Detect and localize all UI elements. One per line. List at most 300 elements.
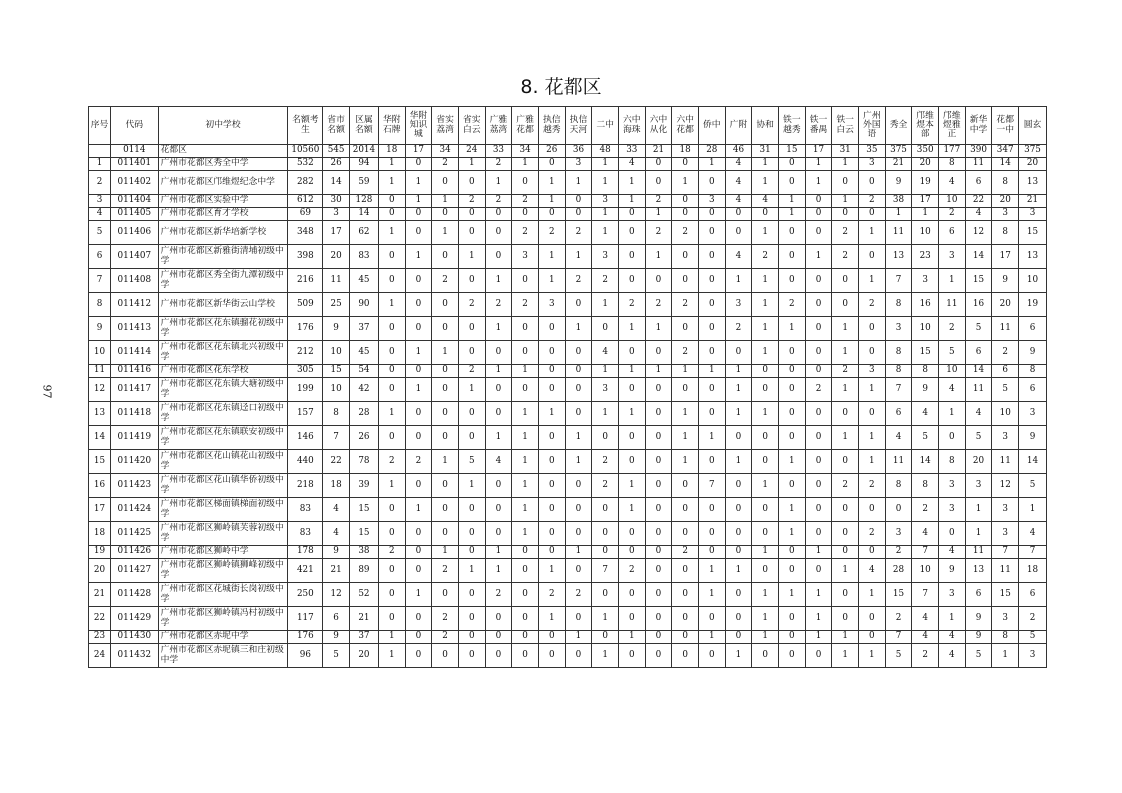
cell-c18: 0 <box>752 450 779 474</box>
cell-c5: 0 <box>405 474 432 498</box>
cell-c16: 0 <box>698 522 725 546</box>
cell-c4: 1 <box>378 293 405 317</box>
cell-c7: 0 <box>458 644 485 668</box>
cell-c13: 4 <box>618 158 645 171</box>
cell-c5: 0 <box>405 293 432 317</box>
cell-c24: 4 <box>912 402 939 426</box>
row-code: 011430 <box>111 631 159 644</box>
cell-c17: 0 <box>725 583 752 607</box>
cell-c28: 8 <box>1019 365 1047 378</box>
cell-c2: 9 <box>323 546 350 559</box>
cell-c5: 0 <box>405 221 432 245</box>
cell-c3: 26 <box>349 426 378 450</box>
cell-c20: 0 <box>805 269 832 293</box>
row-school: 广州市花都区新雅街清埔初级中学 <box>158 245 288 269</box>
cell-c16: 0 <box>698 402 725 426</box>
cell-c22: 2 <box>859 195 886 208</box>
table-row <box>89 378 1047 402</box>
cell-c19: 0 <box>778 402 805 426</box>
cell-c14: 1 <box>645 365 672 378</box>
cell-c27: 17 <box>992 245 1019 269</box>
cell-c19: 0 <box>778 607 805 631</box>
cell-c9: 3 <box>512 245 539 269</box>
cell-c5: 0 <box>405 607 432 631</box>
cell-c14: 0 <box>645 498 672 522</box>
cell-c10: 1 <box>538 245 565 269</box>
cell-c17: 4 <box>725 245 752 269</box>
cell-c2: 25 <box>323 293 350 317</box>
cell-c5: 0 <box>405 426 432 450</box>
cell-c23: 7 <box>885 378 912 402</box>
row-code: 011427 <box>111 559 159 583</box>
row-seq: 17 <box>89 498 111 522</box>
cell-c4: 0 <box>378 365 405 378</box>
cell-c9: 1 <box>512 450 539 474</box>
cell-c19: 1 <box>778 317 805 341</box>
cell-c8: 33 <box>485 145 512 158</box>
cell-c4: 1 <box>378 158 405 171</box>
cell-c21: 31 <box>832 145 859 158</box>
cell-c6: 0 <box>432 522 459 546</box>
cell-c12: 0 <box>592 426 619 450</box>
cell-c13: 1 <box>618 317 645 341</box>
cell-c17: 3 <box>725 293 752 317</box>
cell-c24: 4 <box>912 522 939 546</box>
table-row <box>89 365 1047 378</box>
cell-c12: 2 <box>592 450 619 474</box>
cell-c24: 4 <box>912 607 939 631</box>
cell-c8: 0 <box>485 341 512 365</box>
cell-c11: 2 <box>565 221 592 245</box>
cell-c6: 1 <box>432 195 459 208</box>
cell-c24: 2 <box>912 644 939 668</box>
cell-c27: 20 <box>992 293 1019 317</box>
cell-c19: 0 <box>778 474 805 498</box>
cell-c23: 9 <box>885 171 912 195</box>
cell-c25: 8 <box>939 450 966 474</box>
cell-c26: 6 <box>965 583 992 607</box>
cell-c27: 7 <box>992 546 1019 559</box>
cell-c6: 0 <box>432 293 459 317</box>
cell-c19: 0 <box>778 559 805 583</box>
cell-c22: 1 <box>859 221 886 245</box>
cell-c7: 0 <box>458 221 485 245</box>
cell-c23: 3 <box>885 317 912 341</box>
cell-c15: 0 <box>672 583 699 607</box>
cell-c11: 1 <box>565 631 592 644</box>
cell-c7: 2 <box>458 195 485 208</box>
cell-c7: 1 <box>458 559 485 583</box>
cell-c9: 1 <box>512 402 539 426</box>
cell-c8: 1 <box>485 546 512 559</box>
cell-c17: 1 <box>725 402 752 426</box>
cell-c15: 1 <box>672 171 699 195</box>
cell-c13: 0 <box>618 378 645 402</box>
cell-c10: 0 <box>538 450 565 474</box>
cell-c3: 37 <box>349 631 378 644</box>
row-code: 011406 <box>111 221 159 245</box>
cell-c10: 0 <box>538 317 565 341</box>
cell-c14: 2 <box>645 293 672 317</box>
cell-c18: 1 <box>752 583 779 607</box>
cell-c8: 0 <box>485 607 512 631</box>
cell-c5: 0 <box>405 208 432 221</box>
cell-c14: 0 <box>645 378 672 402</box>
cell-c20: 0 <box>805 208 832 221</box>
cell-c15: 2 <box>672 221 699 245</box>
cell-c24: 10 <box>912 559 939 583</box>
cell-c4: 0 <box>378 559 405 583</box>
cell-c14: 0 <box>645 269 672 293</box>
cell-c19: 0 <box>778 631 805 644</box>
cell-c4: 0 <box>378 317 405 341</box>
cell-c9: 1 <box>512 426 539 450</box>
cell-c25: 1 <box>939 269 966 293</box>
row-code: 011424 <box>111 498 159 522</box>
cell-c22: 3 <box>859 158 886 171</box>
cell-c26: 4 <box>965 402 992 426</box>
row-code: 011419 <box>111 426 159 450</box>
column-header-c15: 六中花都 <box>672 107 699 145</box>
cell-c10: 0 <box>538 498 565 522</box>
cell-c4: 1 <box>378 171 405 195</box>
table-row <box>89 426 1047 450</box>
cell-c4: 0 <box>378 498 405 522</box>
cell-c24: 17 <box>912 195 939 208</box>
cell-c27: 8 <box>992 631 1019 644</box>
cell-c13: 1 <box>618 498 645 522</box>
cell-c21: 0 <box>832 171 859 195</box>
cell-c19: 0 <box>778 245 805 269</box>
cell-c14: 0 <box>645 631 672 644</box>
cell-c23: 7 <box>885 269 912 293</box>
cell-c12: 48 <box>592 145 619 158</box>
cell-c16: 0 <box>698 450 725 474</box>
cell-c23: 8 <box>885 474 912 498</box>
cell-c10: 26 <box>538 145 565 158</box>
cell-c1: 83 <box>288 522 323 546</box>
column-header-seq: 序号 <box>89 107 111 145</box>
row-school: 广州市花都区花东镇北兴初级中学 <box>158 341 288 365</box>
cell-c1: 218 <box>288 474 323 498</box>
cell-c2: 22 <box>323 450 350 474</box>
row-code: 011417 <box>111 378 159 402</box>
cell-c10: 1 <box>538 607 565 631</box>
cell-c9: 0 <box>512 317 539 341</box>
cell-c20: 0 <box>805 293 832 317</box>
cell-c6: 2 <box>432 631 459 644</box>
cell-c11: 1 <box>565 426 592 450</box>
cell-c16: 0 <box>698 245 725 269</box>
cell-c1: 176 <box>288 317 323 341</box>
cell-c14: 21 <box>645 145 672 158</box>
cell-c22: 0 <box>859 498 886 522</box>
cell-c17: 1 <box>725 450 752 474</box>
cell-c26: 11 <box>965 158 992 171</box>
cell-c27: 12 <box>992 474 1019 498</box>
row-seq: 14 <box>89 426 111 450</box>
cell-c13: 33 <box>618 145 645 158</box>
cell-c2: 15 <box>323 365 350 378</box>
cell-c23: 21 <box>885 158 912 171</box>
column-header-c18: 协和 <box>752 107 779 145</box>
cell-c10: 0 <box>538 208 565 221</box>
cell-c2: 10 <box>323 378 350 402</box>
cell-c24: 8 <box>912 365 939 378</box>
cell-c1: 69 <box>288 208 323 221</box>
cell-c24: 14 <box>912 450 939 474</box>
cell-c20: 0 <box>805 450 832 474</box>
cell-c12: 7 <box>592 559 619 583</box>
cell-c22: 0 <box>859 341 886 365</box>
cell-c17: 1 <box>725 269 752 293</box>
cell-c25: 4 <box>939 171 966 195</box>
cell-c23: 15 <box>885 583 912 607</box>
cell-c3: 90 <box>349 293 378 317</box>
cell-c21: 1 <box>832 158 859 171</box>
table-header <box>89 107 1047 145</box>
row-seq: 1 <box>89 158 111 171</box>
cell-c12: 2 <box>592 474 619 498</box>
cell-c12: 1 <box>592 293 619 317</box>
cell-c28: 7 <box>1019 546 1047 559</box>
row-school: 广州市花都区花东镇骝花初级中学 <box>158 317 288 341</box>
cell-c2: 14 <box>323 171 350 195</box>
cell-c12: 0 <box>592 522 619 546</box>
cell-c19: 0 <box>778 426 805 450</box>
cell-c20: 1 <box>805 245 832 269</box>
cell-c5: 0 <box>405 158 432 171</box>
cell-c1: 199 <box>288 378 323 402</box>
cell-c21: 2 <box>832 245 859 269</box>
cell-c1: 157 <box>288 402 323 426</box>
row-seq: 2 <box>89 171 111 195</box>
cell-c6: 0 <box>432 365 459 378</box>
cell-c3: 21 <box>349 607 378 631</box>
cell-c5: 0 <box>405 631 432 644</box>
cell-c15: 2 <box>672 293 699 317</box>
cell-c26: 5 <box>965 644 992 668</box>
row-school: 广州市花都区新华街云山学校 <box>158 293 288 317</box>
cell-c25: 6 <box>939 221 966 245</box>
cell-c8: 1 <box>485 559 512 583</box>
cell-c10: 0 <box>538 546 565 559</box>
cell-c8: 1 <box>485 317 512 341</box>
row-seq: 8 <box>89 293 111 317</box>
cell-c17: 4 <box>725 195 752 208</box>
cell-c2: 5 <box>323 644 350 668</box>
cell-c12: 3 <box>592 245 619 269</box>
cell-c15: 0 <box>672 607 699 631</box>
cell-c8: 0 <box>485 474 512 498</box>
cell-c10: 1 <box>538 171 565 195</box>
cell-c9: 0 <box>512 583 539 607</box>
cell-c2: 6 <box>323 607 350 631</box>
cell-c5: 1 <box>405 245 432 269</box>
cell-c25: 3 <box>939 583 966 607</box>
cell-c24: 1 <box>912 208 939 221</box>
cell-c9: 0 <box>512 607 539 631</box>
cell-c15: 0 <box>672 208 699 221</box>
cell-c12: 1 <box>592 171 619 195</box>
cell-c7: 0 <box>458 631 485 644</box>
cell-c1: 612 <box>288 195 323 208</box>
cell-c5: 0 <box>405 317 432 341</box>
row-school: 广州市花都区秀全中学 <box>158 158 288 171</box>
cell-c8: 2 <box>485 195 512 208</box>
cell-c20: 0 <box>805 317 832 341</box>
cell-c2: 12 <box>323 583 350 607</box>
cell-c3: 20 <box>349 644 378 668</box>
row-seq: 6 <box>89 245 111 269</box>
table-row <box>89 293 1047 317</box>
cell-c3: 45 <box>349 341 378 365</box>
cell-c19: 0 <box>778 171 805 195</box>
cell-c20: 0 <box>805 644 832 668</box>
cell-c6: 2 <box>432 607 459 631</box>
cell-c22: 4 <box>859 559 886 583</box>
cell-c16: 0 <box>698 171 725 195</box>
cell-c21: 1 <box>832 644 859 668</box>
cell-c11: 0 <box>565 644 592 668</box>
cell-c21: 1 <box>832 378 859 402</box>
cell-c21: 2 <box>832 221 859 245</box>
cell-c6: 0 <box>432 208 459 221</box>
row-seq: 4 <box>89 208 111 221</box>
cell-c26: 5 <box>965 426 992 450</box>
cell-c24: 10 <box>912 221 939 245</box>
cell-c1: 398 <box>288 245 323 269</box>
cell-c15: 2 <box>672 546 699 559</box>
row-seq: 19 <box>89 546 111 559</box>
cell-c24: 23 <box>912 245 939 269</box>
cell-c12: 1 <box>592 208 619 221</box>
cell-c11: 1 <box>565 317 592 341</box>
cell-c16: 0 <box>698 607 725 631</box>
cell-c16: 1 <box>698 583 725 607</box>
cell-c23: 8 <box>885 365 912 378</box>
cell-c27: 14 <box>992 158 1019 171</box>
cell-c28: 21 <box>1019 195 1047 208</box>
cell-c28: 4 <box>1019 522 1047 546</box>
cell-c12: 0 <box>592 317 619 341</box>
cell-c1: 440 <box>288 450 323 474</box>
column-header-c11: 执信天河 <box>565 107 592 145</box>
cell-c10: 0 <box>538 426 565 450</box>
cell-c7: 0 <box>458 269 485 293</box>
cell-c22: 0 <box>859 208 886 221</box>
cell-c7: 0 <box>458 341 485 365</box>
cell-c22: 35 <box>859 145 886 158</box>
cell-c21: 1 <box>832 426 859 450</box>
cell-c12: 4 <box>592 341 619 365</box>
cell-c9: 0 <box>512 208 539 221</box>
cell-c27: 6 <box>992 365 1019 378</box>
row-code: 011426 <box>111 546 159 559</box>
cell-c8: 2 <box>485 293 512 317</box>
cell-c20: 0 <box>805 522 832 546</box>
quota-table <box>88 106 1047 668</box>
cell-c14: 1 <box>645 208 672 221</box>
row-code: 011405 <box>111 208 159 221</box>
cell-c15: 18 <box>672 145 699 158</box>
cell-c11: 0 <box>565 607 592 631</box>
row-seq: 10 <box>89 341 111 365</box>
cell-c14: 0 <box>645 341 672 365</box>
cell-c18: 1 <box>752 317 779 341</box>
table-row <box>89 221 1047 245</box>
cell-c4: 1 <box>378 402 405 426</box>
cell-c24: 8 <box>912 474 939 498</box>
cell-c6: 1 <box>432 221 459 245</box>
cell-c26: 14 <box>965 365 992 378</box>
cell-c3: 15 <box>349 522 378 546</box>
cell-c28: 6 <box>1019 317 1047 341</box>
cell-c28: 3 <box>1019 208 1047 221</box>
cell-c24: 16 <box>912 293 939 317</box>
row-seq: 24 <box>89 644 111 668</box>
cell-c9: 0 <box>512 631 539 644</box>
cell-c9: 0 <box>512 644 539 668</box>
row-school: 广州市花都区新华培新学校 <box>158 221 288 245</box>
cell-c10: 0 <box>538 341 565 365</box>
cell-c25: 11 <box>939 293 966 317</box>
column-header-c25: 邝维煜雅正 <box>939 107 966 145</box>
cell-c1: 421 <box>288 559 323 583</box>
table-row <box>89 607 1047 631</box>
cell-c27: 1 <box>992 644 1019 668</box>
cell-c1: 509 <box>288 293 323 317</box>
cell-c8: 4 <box>485 450 512 474</box>
row-code: 011414 <box>111 341 159 365</box>
table-row <box>89 402 1047 426</box>
cell-c22: 0 <box>859 607 886 631</box>
row-seq <box>89 145 111 158</box>
district-total-row <box>89 145 1047 158</box>
row-school: 广州市花都区花山镇华侨初级中学 <box>158 474 288 498</box>
cell-c20: 0 <box>805 365 832 378</box>
cell-c9: 1 <box>512 522 539 546</box>
cell-c14: 0 <box>645 583 672 607</box>
cell-c26: 13 <box>965 559 992 583</box>
cell-c4: 0 <box>378 208 405 221</box>
cell-c16: 1 <box>698 365 725 378</box>
cell-c16: 7 <box>698 474 725 498</box>
cell-c16: 0 <box>698 378 725 402</box>
cell-c7: 1 <box>458 378 485 402</box>
cell-c22: 2 <box>859 522 886 546</box>
cell-c14: 2 <box>645 195 672 208</box>
cell-c5: 0 <box>405 365 432 378</box>
cell-c18: 0 <box>752 365 779 378</box>
cell-c28: 10 <box>1019 269 1047 293</box>
cell-c6: 34 <box>432 145 459 158</box>
cell-c27: 5 <box>992 378 1019 402</box>
cell-c20: 1 <box>805 631 832 644</box>
cell-c21: 1 <box>832 559 859 583</box>
column-header-c2: 省市名额 <box>323 107 350 145</box>
row-code: 011402 <box>111 171 159 195</box>
cell-c28: 13 <box>1019 245 1047 269</box>
cell-c28: 20 <box>1019 158 1047 171</box>
row-school: 广州市花都区秀全街九潭初级中学 <box>158 269 288 293</box>
cell-c19: 1 <box>778 450 805 474</box>
cell-c16: 0 <box>698 317 725 341</box>
cell-c3: 128 <box>349 195 378 208</box>
cell-c5: 0 <box>405 644 432 668</box>
cell-c2: 9 <box>323 631 350 644</box>
cell-c25: 4 <box>939 644 966 668</box>
